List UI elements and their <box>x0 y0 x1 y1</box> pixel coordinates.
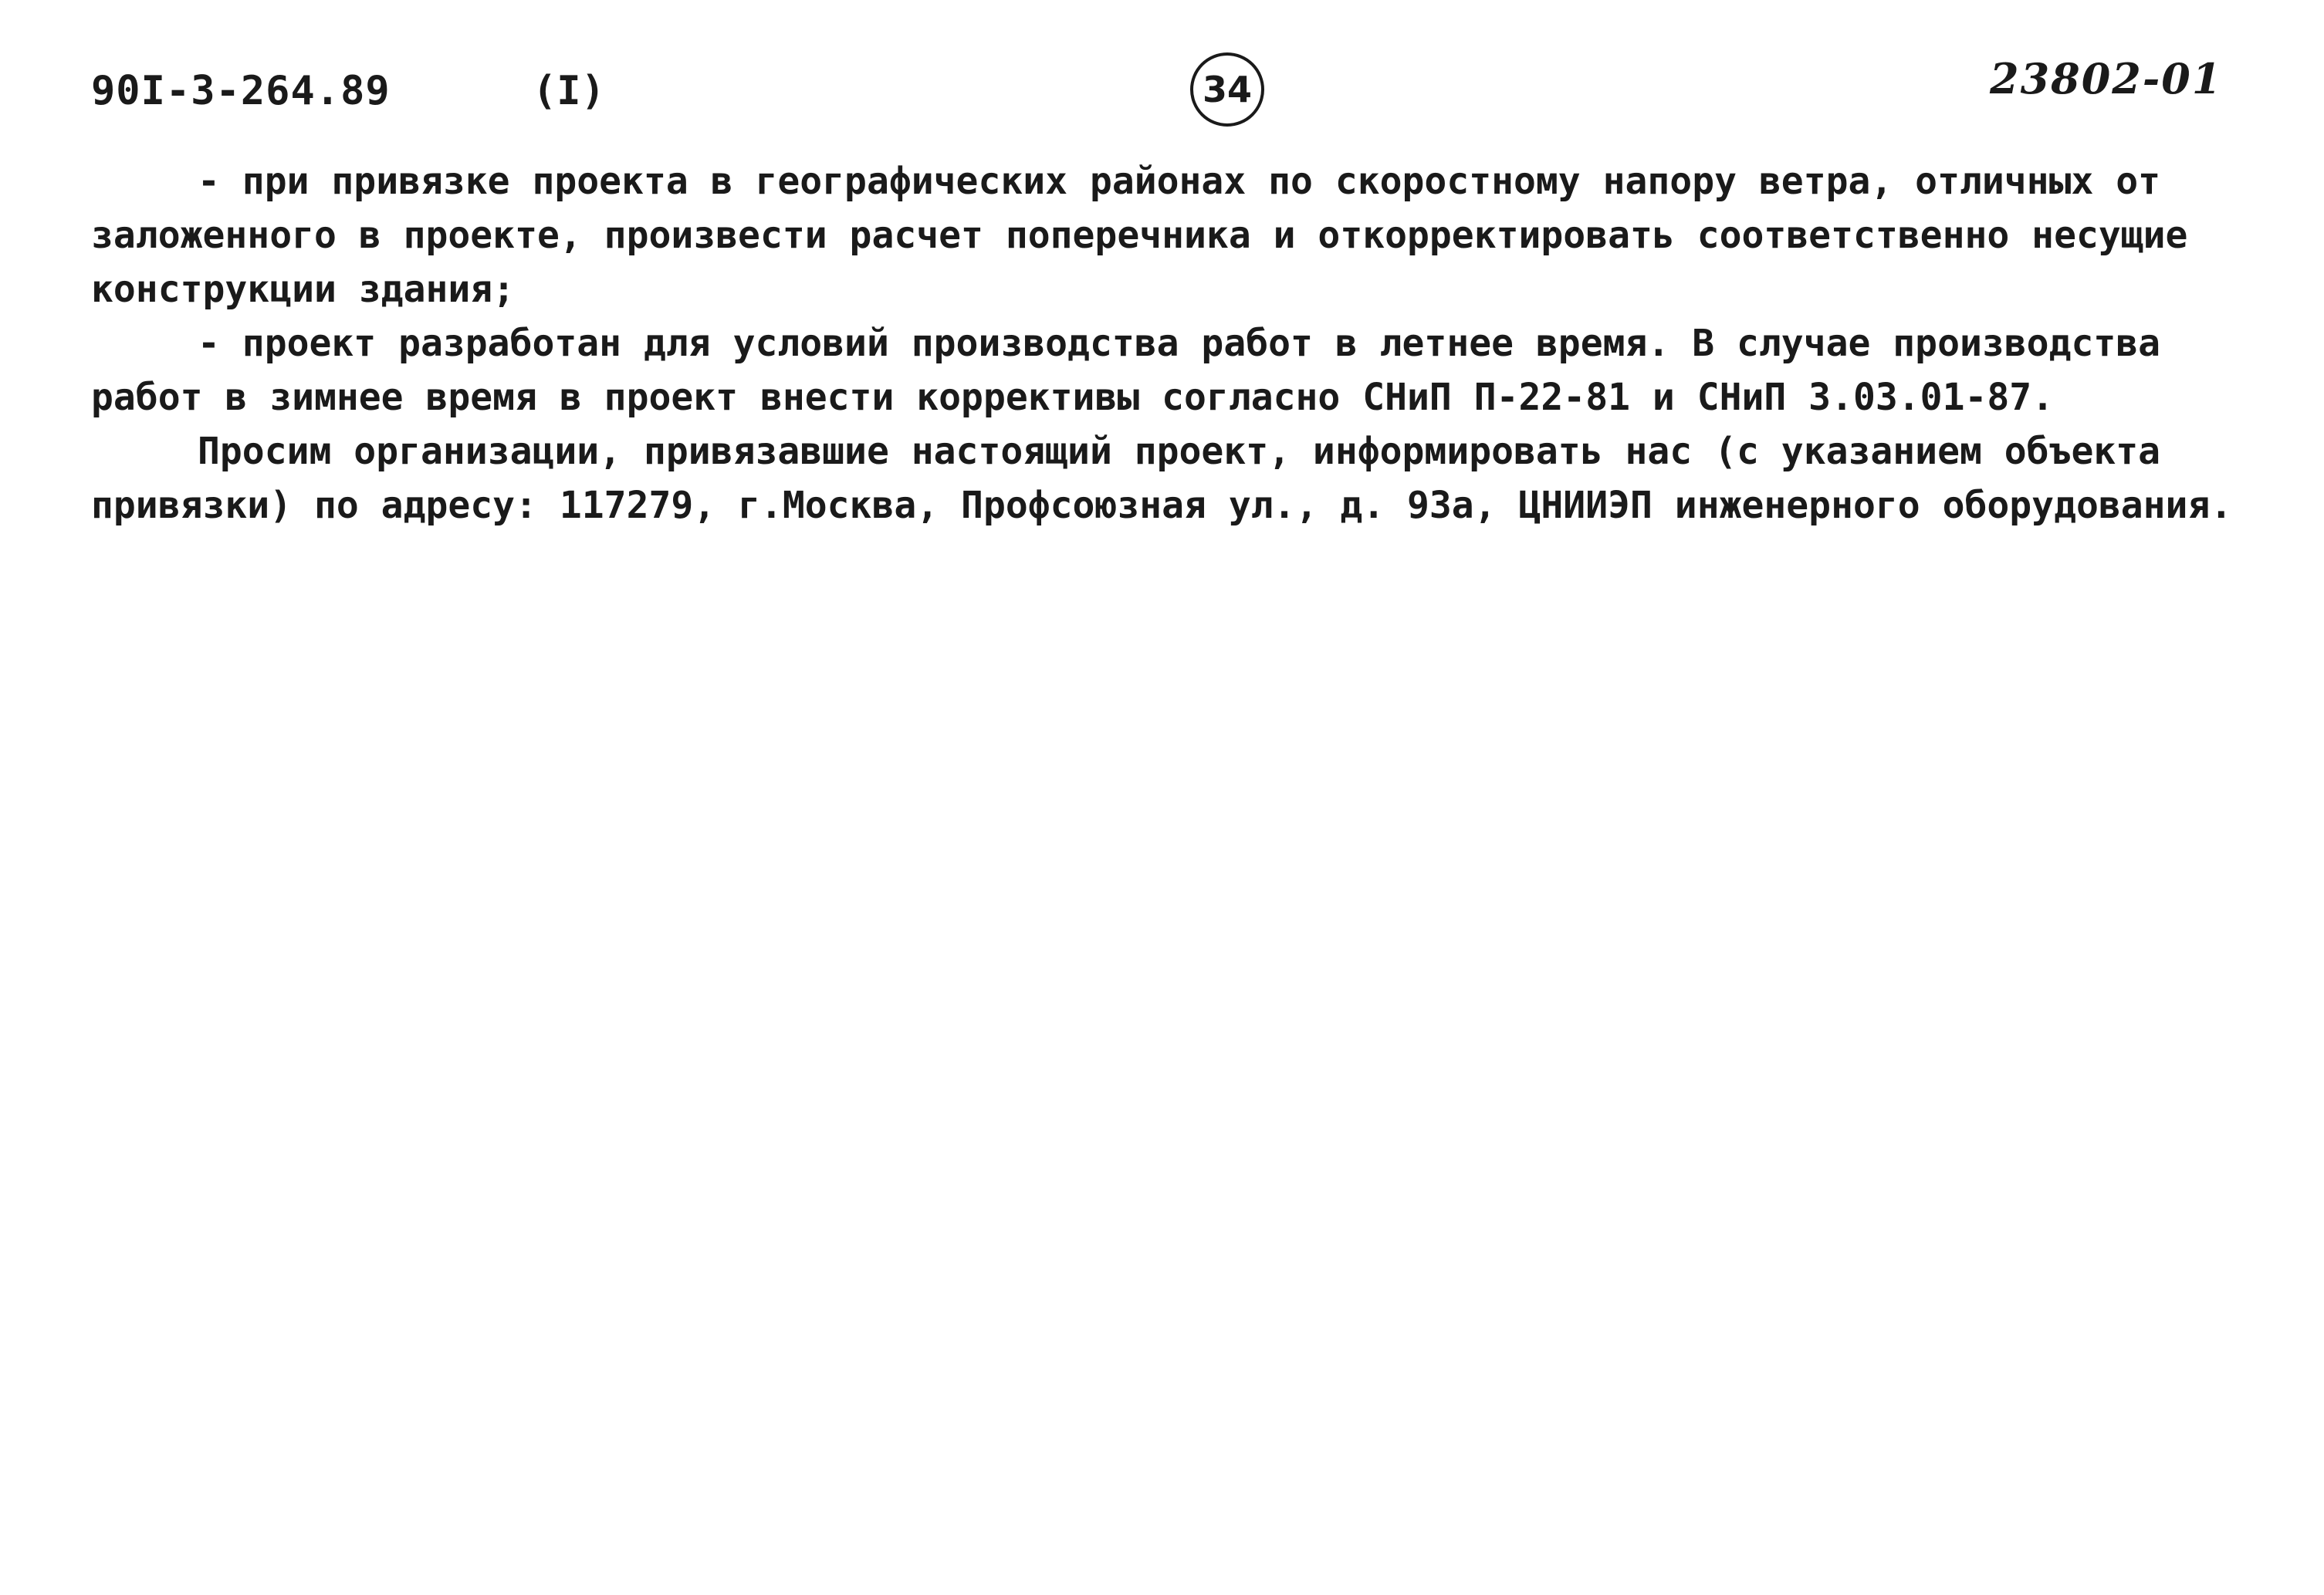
paragraph-contact-address: Просим организации, привязавшие настоящий проект, информировать нас (с указанием объекта привязки) по адресу: 117279, г.Москва, Профсоюзная ул., д. 93а, ЦНИИЭП инженерного оборудования. <box>91 430 2233 527</box>
page-number-circle <box>1190 52 1264 127</box>
page-number: 34 <box>1202 69 1252 110</box>
document-code: 90I-3-264.89 <box>91 68 391 114</box>
paragraph-wind-load: - при привязке проекта в географических районах по скоростному напору ветра, отличных от заложенного в проекте, произвести расчет поперечника и откорректировать соответственно несущие конструкции здания; <box>91 160 2188 311</box>
body-text <box>91 154 2268 532</box>
paragraph-winter-works: - проект разработан для условий производства работ в летнее время. В случае производства работ в зимнее время в проект внести коррективы согласно СНиП П-22-81 и СНиП 3.03.01-87. <box>91 322 2161 419</box>
sheet-mark: (I) <box>533 68 605 114</box>
inventory-number: 23802-01 <box>1990 54 2223 103</box>
